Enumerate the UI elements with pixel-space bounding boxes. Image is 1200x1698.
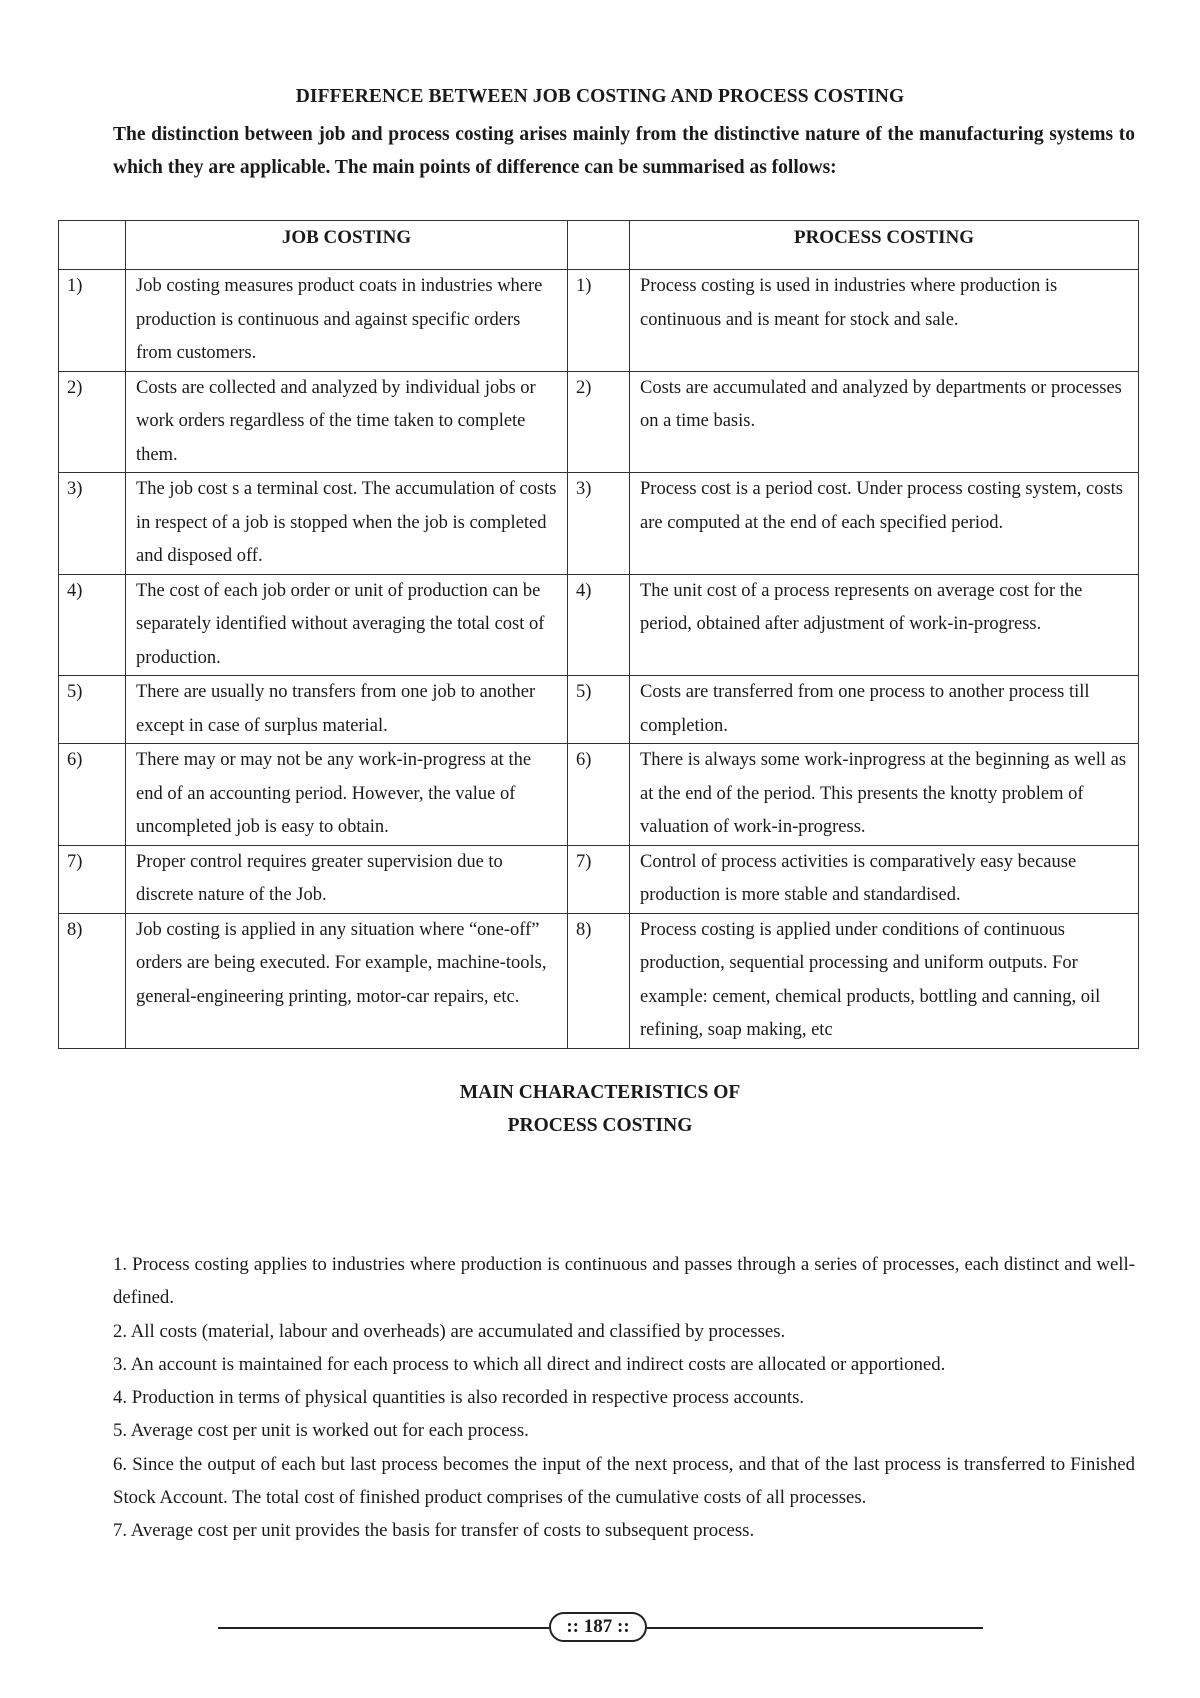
table-row	[59, 574, 1139, 676]
list-item: 3. An account is maintained for each process to which all direct and indirect costs are allocated or apportioned.	[113, 1353, 946, 1375]
row-number-job: 3)	[59, 473, 126, 575]
job-costing-cell: There may or may not be any work-in-progress at the end of an accounting period. However, the value of uncompleted job is easy to obtain.	[126, 744, 568, 846]
job-costing-cell: Job costing measures product coats in industries where production is continuous and against specific orders from customers.	[126, 270, 568, 372]
process-costing-cell: Process costing is used in industries where production is continuous and is meant for stock and sale.	[630, 270, 1139, 372]
job-costing-cell: There are usually no transfers from one job to another except in case of surplus material.	[126, 676, 568, 744]
row-number-process: 1)	[568, 270, 630, 372]
table-row	[59, 744, 1139, 846]
row-number-process: 4)	[568, 574, 630, 676]
header-blank-cell	[568, 221, 630, 270]
table-header-row	[59, 221, 1139, 270]
comparison-table	[58, 220, 1139, 1049]
row-number-process: 6)	[568, 744, 630, 846]
process-costing-cell: The unit cost of a process represents on average cost for the period, obtained after adjustment of work-in-progress.	[630, 574, 1139, 676]
job-costing-cell: The job cost s a terminal cost. The accumulation of costs in respect of a job is stopped when the job is completed and disposed off.	[126, 473, 568, 575]
process-costing-cell: Costs are transferred from one process to another process till completion.	[630, 676, 1139, 744]
table-row	[59, 913, 1139, 1048]
job-costing-cell: Costs are collected and analyzed by individual jobs or work orders regardless of the time taken to complete them.	[126, 371, 568, 473]
row-number-job: 2)	[59, 371, 126, 473]
job-costing-cell: Job costing is applied in any situation where “one-off” orders are being executed. For example, machine-tools, general-engineering printing, motor-car repairs, etc.	[126, 913, 568, 1048]
header-blank-cell	[59, 221, 126, 270]
list-item: 5. Average cost per unit is worked out for each process.	[113, 1420, 529, 1442]
row-number-job: 8)	[59, 913, 126, 1048]
process-costing-cell: Costs are accumulated and analyzed by departments or processes on a time basis.	[630, 371, 1139, 473]
page-title: DIFFERENCE BETWEEN JOB COSTING AND PROCESS COSTING	[295, 86, 905, 107]
row-number-job: 5)	[59, 676, 126, 744]
characteristics-list	[113, 1248, 1135, 1548]
header-process-costing: PROCESS COSTING	[630, 221, 1139, 270]
intro-paragraph: The distinction between job and process costing arises mainly from the distinctive nature of the manufacturing systems to which they are applicable. The main points of difference can be summarised as follows:	[113, 124, 1135, 178]
row-number-job: 6)	[59, 744, 126, 846]
process-costing-cell: Process cost is a period cost. Under process costing system, costs are computed at the end of each specified period.	[630, 473, 1139, 575]
section-heading-line2: PROCESS COSTING	[507, 1115, 693, 1136]
table-row	[59, 371, 1139, 473]
list-item: 7. Average cost per unit provides the basis for transfer of costs to subsequent process.	[113, 1520, 755, 1542]
row-number-process: 3)	[568, 473, 630, 575]
list-item: 2. All costs (material, labour and overheads) are accumulated and classified by processes.	[113, 1320, 786, 1342]
row-number-job: 7)	[59, 845, 126, 913]
row-number-job: 4)	[59, 574, 126, 676]
list-item: 4. Production in terms of physical quantities is also recorded in respective process accounts.	[113, 1387, 805, 1409]
row-number-job: 1)	[59, 270, 126, 372]
row-number-process: 2)	[568, 371, 630, 473]
process-costing-cell: There is always some work-inprogress at the beginning as well as at the end of the period. This presents the knotty problem of valuation of work-in-progress.	[630, 744, 1139, 846]
header-job-costing: JOB COSTING	[126, 221, 568, 270]
row-number-process: 5)	[568, 676, 630, 744]
list-item: 6. Since the output of each but last process becomes the input of the next process, and that of the last process is transferred to Finished Stock Account. The total cost of finished product comprises of the cumulative costs of all processes.	[113, 1453, 1135, 1509]
job-costing-cell: The cost of each job order or unit of production can be separately identified without averaging the total cost of production.	[126, 574, 568, 676]
job-costing-cell: Proper control requires greater supervision due to discrete nature of the Job.	[126, 845, 568, 913]
table-row	[59, 270, 1139, 372]
footer-rule-right	[647, 1627, 983, 1629]
row-number-process: 7)	[568, 845, 630, 913]
table-row	[59, 845, 1139, 913]
process-costing-cell: Process costing is applied under conditions of continuous production, sequential processing and uniform outputs. For example: cement, chemical products, bottling and canning, oil refining, soap making, etc	[630, 913, 1139, 1048]
process-costing-cell: Control of process activities is comparatively easy because production is more stable and standardised.	[630, 845, 1139, 913]
table-row	[59, 676, 1139, 744]
table-row	[59, 473, 1139, 575]
section-heading-line1: MAIN CHARACTERISTICS OF	[459, 1082, 741, 1103]
page-number: :: 187 ::	[549, 1612, 647, 1642]
list-item: 1. Process costing applies to industries where production is continuous and passes through a series of processes, each distinct and well-defined.	[113, 1254, 1135, 1309]
footer-rule-left	[218, 1627, 549, 1629]
table-body	[59, 270, 1139, 1049]
row-number-process: 8)	[568, 913, 630, 1048]
